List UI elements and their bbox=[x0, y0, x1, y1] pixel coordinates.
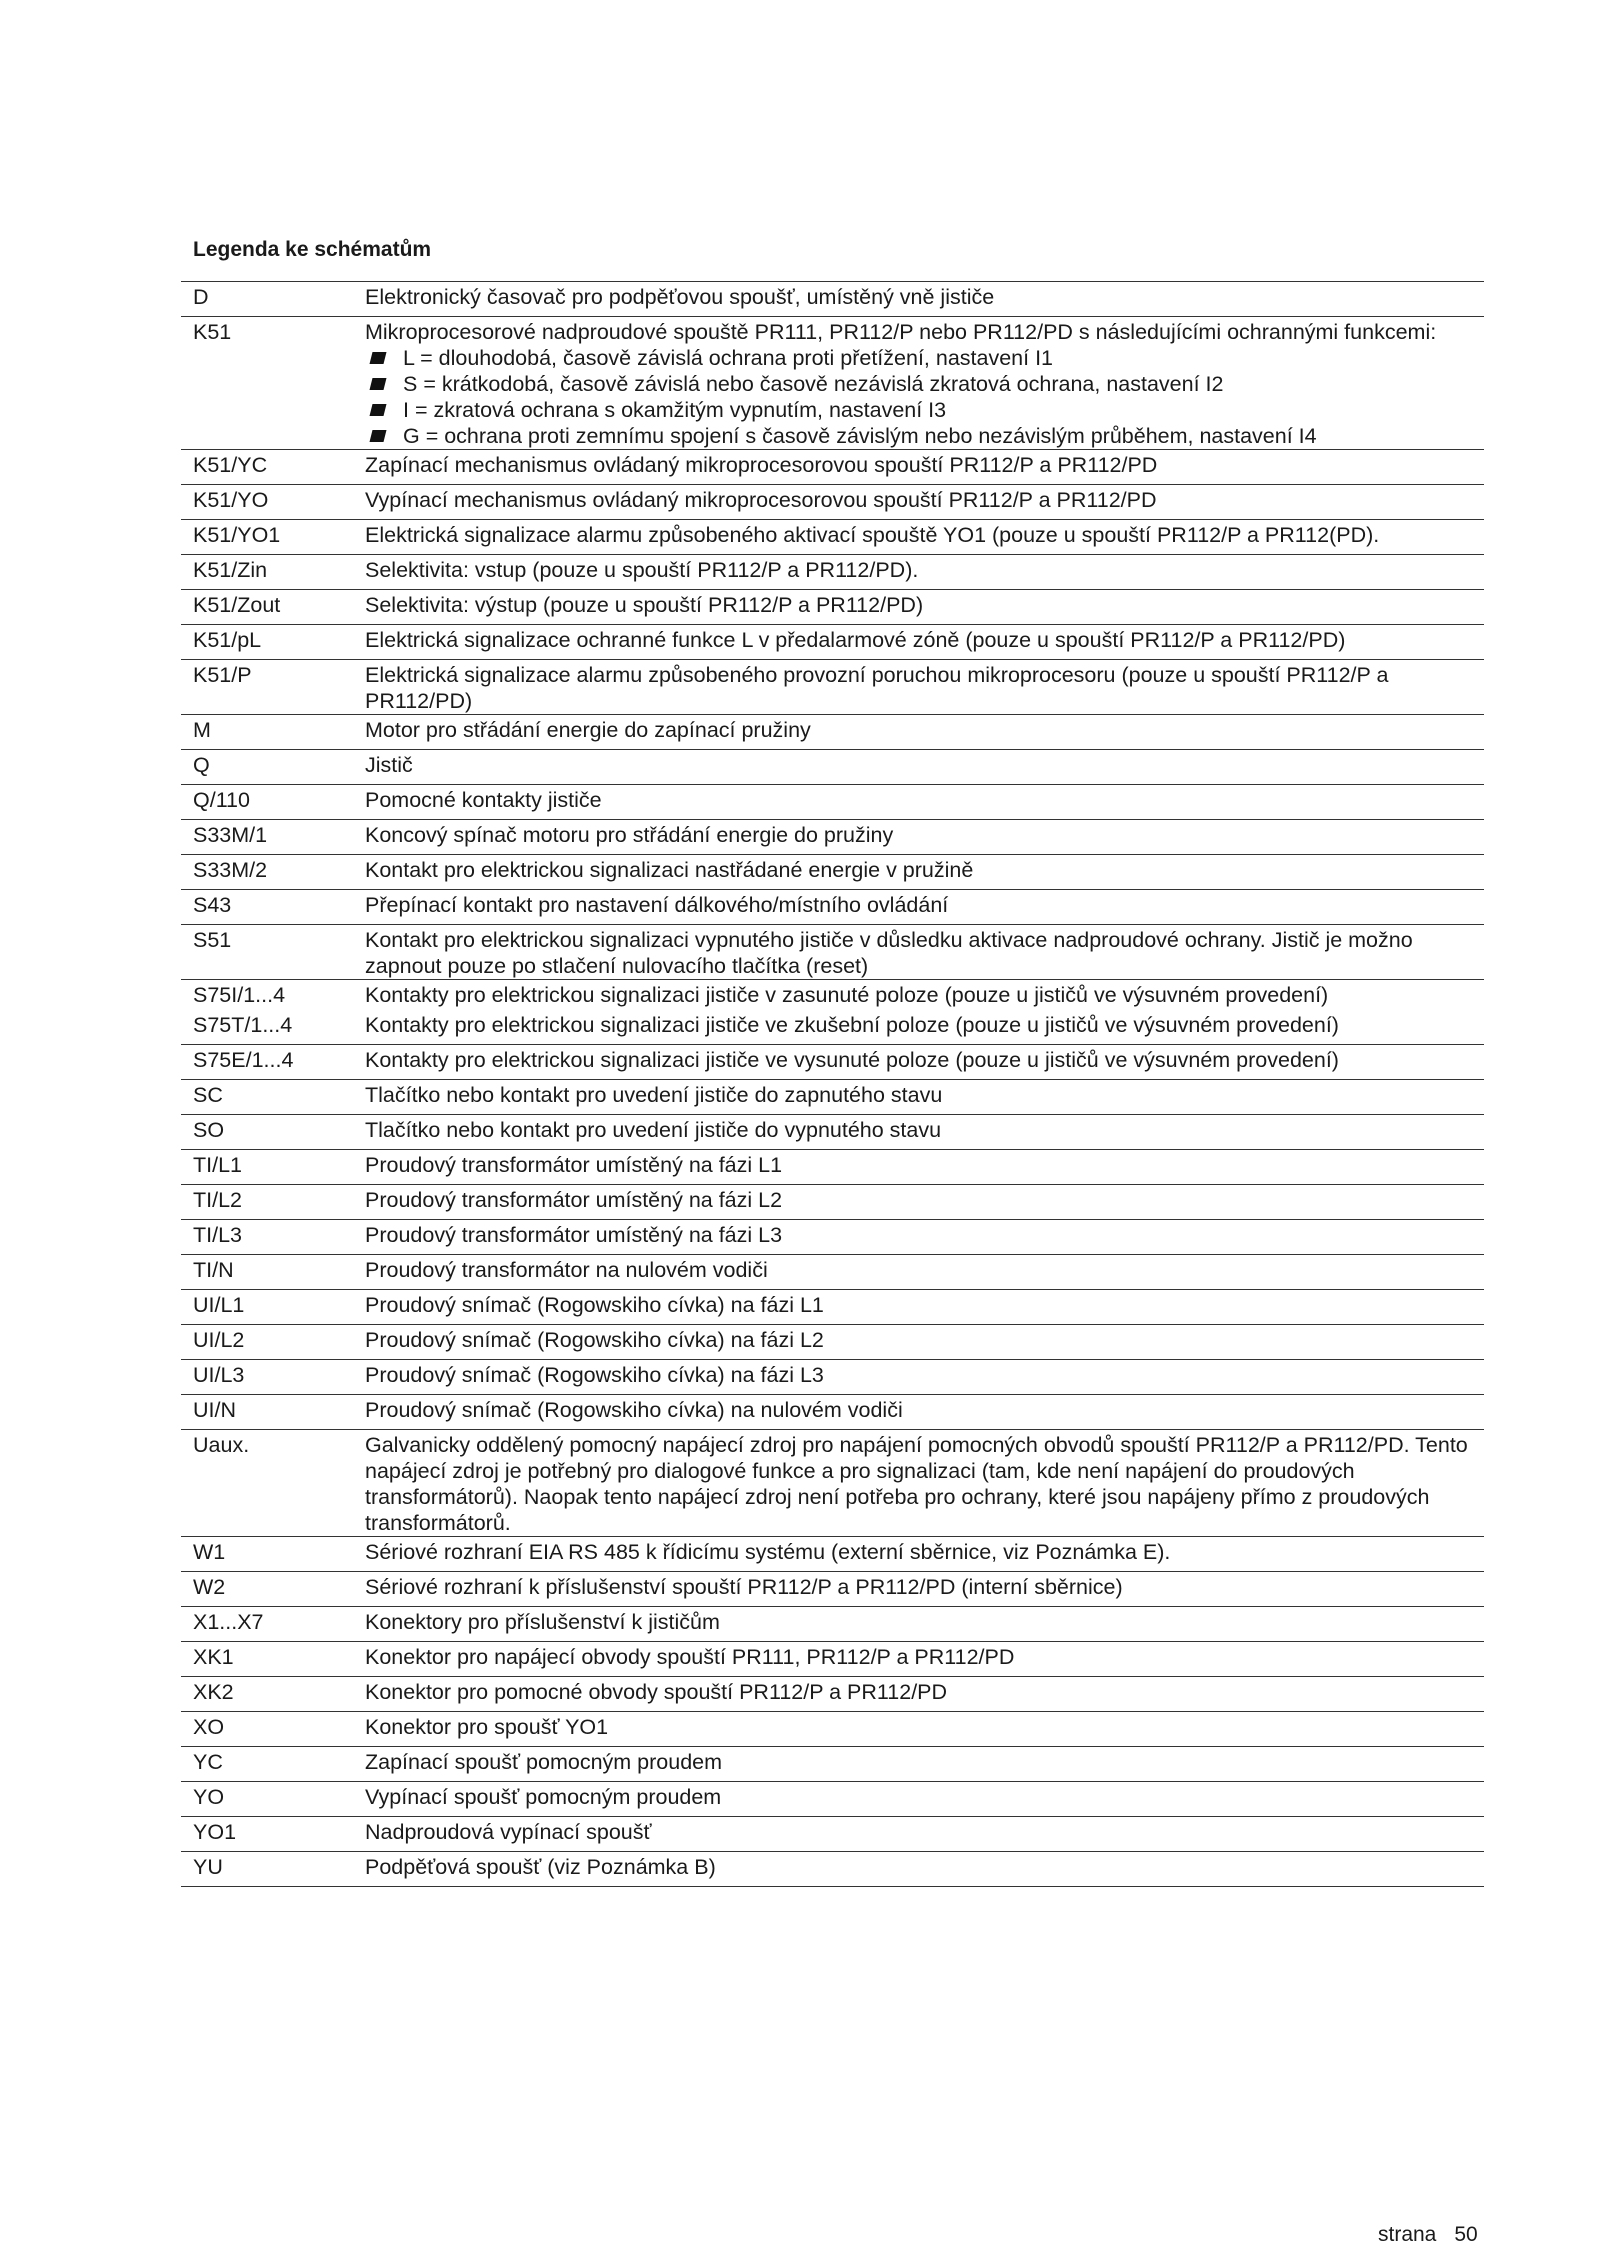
legend-description-text: Tlačítko nebo kontakt pro uvedení jističe do zapnutého stavu bbox=[365, 1083, 943, 1107]
legend-description-text: Zapínací mechanismus ovládaný mikroprocesorovou spouští PR112/P a PR112/PD bbox=[365, 453, 1158, 477]
legend-code: YO1 bbox=[181, 1817, 362, 1852]
legend-description-text: Konektor pro napájecí obvody spouští PR111, PR112/P a PR112/PD bbox=[365, 1645, 1015, 1669]
legend-row bbox=[181, 282, 1484, 317]
legend-row bbox=[181, 1080, 1484, 1115]
legend-row bbox=[181, 980, 1484, 1010]
legend-code: SO bbox=[181, 1115, 362, 1150]
legend-row bbox=[181, 1852, 1484, 1887]
legend-description-text: Selektivita: výstup (pouze u spouští PR112/P a PR112/PD) bbox=[365, 593, 924, 617]
legend-description-text: Konektory pro příslušenství k jističům bbox=[365, 1610, 720, 1634]
legend-row bbox=[181, 1220, 1484, 1255]
legend-description bbox=[362, 1852, 1484, 1887]
legend-code: Q/110 bbox=[181, 785, 362, 820]
legend-table-body bbox=[181, 282, 1484, 1887]
legend-description-text: Zapínací spoušť pomocným proudem bbox=[365, 1750, 723, 1774]
legend-description-text: Konektor pro pomocné obvody spouští PR112/P a PR112/PD bbox=[365, 1680, 948, 1704]
legend-code: S51 bbox=[181, 925, 362, 980]
legend-code: K51/Zin bbox=[181, 555, 362, 590]
legend-description bbox=[362, 317, 1484, 450]
legend-description bbox=[362, 450, 1484, 485]
protection-functions-list bbox=[365, 345, 1484, 449]
legend-description bbox=[362, 555, 1484, 590]
legend-description bbox=[362, 1572, 1484, 1607]
legend-row bbox=[181, 317, 1484, 450]
legend-row bbox=[181, 785, 1484, 820]
legend-description-text: Motor pro střádání energie do zapínací pružiny bbox=[365, 718, 811, 742]
legend-row bbox=[181, 1572, 1484, 1607]
protection-function-item: I = zkratová ochrana s okamžitým vypnutím, nastavení I3 bbox=[365, 397, 1484, 423]
legend-description bbox=[362, 1712, 1484, 1747]
legend-description-text: Koncový spínač motoru pro střádání energie do pružiny bbox=[365, 823, 894, 847]
legend-description-text: Mikroprocesorové nadproudové spouště PR111, PR112/P nebo PR112/PD s následujícími ochrannými funkcemi: bbox=[365, 320, 1437, 344]
legend-row bbox=[181, 1115, 1484, 1150]
legend-row bbox=[181, 750, 1484, 785]
legend-code: W1 bbox=[181, 1537, 362, 1572]
legend-description-text: Elektronický časovač pro podpěťovou spoušť, umístěný vně jističe bbox=[365, 285, 995, 309]
legend-row bbox=[181, 660, 1484, 715]
legend-code: S33M/2 bbox=[181, 855, 362, 890]
legend-code: XK1 bbox=[181, 1642, 362, 1677]
legend-code: YU bbox=[181, 1852, 362, 1887]
legend-description bbox=[362, 1817, 1484, 1852]
legend-description-text: Selektivita: vstup (pouze u spouští PR112/P a PR112/PD). bbox=[365, 558, 919, 582]
legend-description-text: Galvanicky oddělený pomocný napájecí zdroj pro napájení pomocných obvodů spouští PR112/P a PR112/PD. Tento napájecí zdroj je potřebný pro dialogové funkce a pro signalizaci (tam, kde není napájení do proudových transformátorů). Naopak tento napájecí zdroj není potřeba pro ochrany, které jsou napájeny přímo z proudových transformátorů. bbox=[365, 1433, 1468, 1535]
legend-description bbox=[362, 820, 1484, 855]
legend-description-text: Vypínací mechanismus ovládaný mikroprocesorovou spouští PR112/P a PR112/PD bbox=[365, 488, 1157, 512]
legend-description bbox=[362, 785, 1484, 820]
legend-code: TI/L1 bbox=[181, 1150, 362, 1185]
legend-description bbox=[362, 855, 1484, 890]
legend-row bbox=[181, 555, 1484, 590]
legend-description-text: Proudový transformátor umístěný na fázi L1 bbox=[365, 1153, 783, 1177]
legend-row bbox=[181, 1607, 1484, 1642]
legend-row bbox=[181, 1255, 1484, 1290]
legend-description-text: Přepínací kontakt pro nastavení dálkového/místního ovládání bbox=[365, 893, 949, 917]
legend-row bbox=[181, 1712, 1484, 1747]
legend-description bbox=[362, 1395, 1484, 1430]
legend-description bbox=[362, 625, 1484, 660]
legend-code: XO bbox=[181, 1712, 362, 1747]
legend-description bbox=[362, 1360, 1484, 1395]
legend-row bbox=[181, 1395, 1484, 1430]
legend-description-text: Sériové rozhraní EIA RS 485 k řídicímu systému (externí sběrnice, viz Poznámka E). bbox=[365, 1540, 1171, 1564]
legend-code: YO bbox=[181, 1782, 362, 1817]
legend-description-text: Proudový snímač (Rogowskiho cívka) na nulovém vodiči bbox=[365, 1398, 903, 1422]
legend-code: Q bbox=[181, 750, 362, 785]
legend-code: K51/pL bbox=[181, 625, 362, 660]
legend-row bbox=[181, 1045, 1484, 1080]
legend-description-text: Tlačítko nebo kontakt pro uvedení jističe do vypnutého stavu bbox=[365, 1118, 942, 1142]
legend-description-text: Proudový snímač (Rogowskiho cívka) na fázi L2 bbox=[365, 1328, 824, 1352]
legend-code: S33M/1 bbox=[181, 820, 362, 855]
legend-description-text: Elektrická signalizace alarmu způsobeného provozní poruchou mikroprocesoru (pouze u spouští PR112/P a PR112/PD) bbox=[365, 663, 1389, 713]
legend-row bbox=[181, 715, 1484, 750]
legend-row bbox=[181, 855, 1484, 890]
legend-code: S43 bbox=[181, 890, 362, 925]
legend-code: UI/L1 bbox=[181, 1290, 362, 1325]
legend-description-text: Kontakty pro elektrickou signalizaci jističe ve vysunuté poloze (pouze u jističů ve výsuvném provedení) bbox=[365, 1048, 1339, 1072]
legend-code: X1...X7 bbox=[181, 1607, 362, 1642]
legend-description bbox=[362, 1255, 1484, 1290]
legend-row bbox=[181, 1290, 1484, 1325]
legend-code: TI/L2 bbox=[181, 1185, 362, 1220]
protection-function-item: G = ochrana proti zemnímu spojení s časově závislým nebo nezávislým průběhem, nastavení I4 bbox=[365, 423, 1484, 449]
page-number: 50 bbox=[1454, 2223, 1478, 2246]
legend-description bbox=[362, 1325, 1484, 1360]
legend-code: UI/L2 bbox=[181, 1325, 362, 1360]
legend-description bbox=[362, 1185, 1484, 1220]
legend-description-text: Sériové rozhraní k příslušenství spouští PR112/P a PR112/PD (interní sběrnice) bbox=[365, 1575, 1123, 1599]
legend-description bbox=[362, 1430, 1484, 1537]
legend-code: UI/L3 bbox=[181, 1360, 362, 1395]
legend-description-text: Proudový transformátor umístěný na fázi L3 bbox=[365, 1223, 783, 1247]
legend-description bbox=[362, 1642, 1484, 1677]
legend-code: K51/YO1 bbox=[181, 520, 362, 555]
legend-code: S75E/1...4 bbox=[181, 1045, 362, 1080]
legend-description bbox=[362, 1010, 1484, 1045]
legend-row bbox=[181, 485, 1484, 520]
legend-description bbox=[362, 485, 1484, 520]
legend-description-text: Proudový transformátor na nulovém vodiči bbox=[365, 1258, 768, 1282]
legend-code: K51 bbox=[181, 317, 362, 450]
legend-code: K51/YO bbox=[181, 485, 362, 520]
legend-description-text: Jistič bbox=[365, 753, 413, 777]
legend-description-text: Kontakty pro elektrickou signalizaci jističe ve zkušební poloze (pouze u jističů ve výsuvném provedení) bbox=[365, 1012, 1339, 1037]
page-title: Legenda ke schématům bbox=[193, 238, 432, 261]
legend-row bbox=[181, 1185, 1484, 1220]
protection-function-item: S = krátkodobá, časově závislá nebo časově nezávislá zkratová ochrana, nastavení I2 bbox=[365, 371, 1484, 397]
legend-code: K51/P bbox=[181, 660, 362, 715]
protection-function-item: L = dlouhodobá, časově závislá ochrana proti přetížení, nastavení I1 bbox=[365, 345, 1484, 371]
legend-code: S75T/1...4 bbox=[181, 1010, 362, 1045]
legend-description-text: Elektrická signalizace ochranné funkce L v předalarmové zóně (pouze u spouští PR112/P a PR112/PD) bbox=[365, 628, 1346, 652]
legend-description bbox=[362, 282, 1484, 317]
legend-description-text: Kontakt pro elektrickou signalizaci vypnutého jističe v důsledku aktivace nadproudové ochrany. Jistič je možno zapnout pouze po stlačení nulovacího tlačítka (reset) bbox=[365, 928, 1413, 978]
legend-description-text: Proudový snímač (Rogowskiho cívka) na fázi L1 bbox=[365, 1293, 824, 1317]
legend-description bbox=[362, 1080, 1484, 1115]
legend-row bbox=[181, 1677, 1484, 1712]
legend-description-text: Podpěťová spoušť (viz Poznámka B) bbox=[365, 1855, 716, 1879]
legend-code: TI/L3 bbox=[181, 1220, 362, 1255]
legend-code: XK2 bbox=[181, 1677, 362, 1712]
legend-row bbox=[181, 1430, 1484, 1537]
legend-description-text: Nadproudová vypínací spoušť bbox=[365, 1820, 652, 1844]
legend-row bbox=[181, 1642, 1484, 1677]
legend-row bbox=[181, 1360, 1484, 1395]
legend-row bbox=[181, 890, 1484, 925]
legend-description bbox=[362, 1290, 1484, 1325]
legend-description bbox=[362, 1747, 1484, 1782]
legend-description bbox=[362, 925, 1484, 980]
legend-code: M bbox=[181, 715, 362, 750]
legend-description bbox=[362, 520, 1484, 555]
legend-row bbox=[181, 1747, 1484, 1782]
legend-code: TI/N bbox=[181, 1255, 362, 1290]
legend-row bbox=[181, 1537, 1484, 1572]
legend-description bbox=[362, 1045, 1484, 1080]
legend-table bbox=[181, 281, 1484, 1887]
legend-description bbox=[362, 1115, 1484, 1150]
legend-row bbox=[181, 590, 1484, 625]
legend-row bbox=[181, 1325, 1484, 1360]
legend-code: D bbox=[181, 282, 362, 317]
legend-description-text: Kontakty pro elektrickou signalizaci jističe v zasunuté poloze (pouze u jističů ve výsuvném provedení) bbox=[365, 983, 1329, 1007]
legend-description bbox=[362, 1782, 1484, 1817]
legend-description bbox=[362, 1537, 1484, 1572]
legend-row bbox=[181, 520, 1484, 555]
legend-description bbox=[362, 890, 1484, 925]
page-footer bbox=[1378, 2222, 1478, 2248]
legend-row bbox=[181, 625, 1484, 660]
legend-code: K51/YC bbox=[181, 450, 362, 485]
legend-code: SC bbox=[181, 1080, 362, 1115]
legend-description-text: Elektrická signalizace alarmu způsobeného aktivací spouště YO1 (pouze u spouští PR112/P a PR112(PD). bbox=[365, 523, 1380, 547]
legend-description-text: Konektor pro spoušť YO1 bbox=[365, 1715, 609, 1739]
legend-description bbox=[362, 1607, 1484, 1642]
legend-code: W2 bbox=[181, 1572, 362, 1607]
legend-description bbox=[362, 980, 1484, 1010]
legend-row bbox=[181, 450, 1484, 485]
legend-description-text: Pomocné kontakty jističe bbox=[365, 788, 602, 812]
legend-code: K51/Zout bbox=[181, 590, 362, 625]
legend-row bbox=[181, 1817, 1484, 1852]
legend-row bbox=[181, 1010, 1484, 1045]
legend-code: UI/N bbox=[181, 1395, 362, 1430]
legend-description bbox=[362, 1150, 1484, 1185]
legend-row bbox=[181, 1782, 1484, 1817]
legend-row bbox=[181, 925, 1484, 980]
legend-description bbox=[362, 715, 1484, 750]
legend-description bbox=[362, 1677, 1484, 1712]
legend-code: S75I/1...4 bbox=[193, 983, 286, 1007]
legend-description-text: Kontakt pro elektrickou signalizaci nastřádané energie v pružině bbox=[365, 858, 974, 882]
legend-description-text: Vypínací spoušť pomocným proudem bbox=[365, 1785, 722, 1809]
legend-description bbox=[362, 590, 1484, 625]
legend-description bbox=[362, 750, 1484, 785]
legend-description bbox=[362, 660, 1484, 715]
legend-code: YC bbox=[181, 1747, 362, 1782]
legend-description-text: Proudový transformátor umístěný na fázi L2 bbox=[365, 1188, 783, 1212]
legend-description-text: Proudový snímač (Rogowskiho cívka) na fázi L3 bbox=[365, 1363, 824, 1387]
legend-code: Uaux. bbox=[181, 1430, 362, 1537]
legend-row bbox=[181, 820, 1484, 855]
legend-description bbox=[362, 1220, 1484, 1255]
page-label: strana bbox=[1378, 2223, 1437, 2246]
legend-row bbox=[181, 1150, 1484, 1185]
